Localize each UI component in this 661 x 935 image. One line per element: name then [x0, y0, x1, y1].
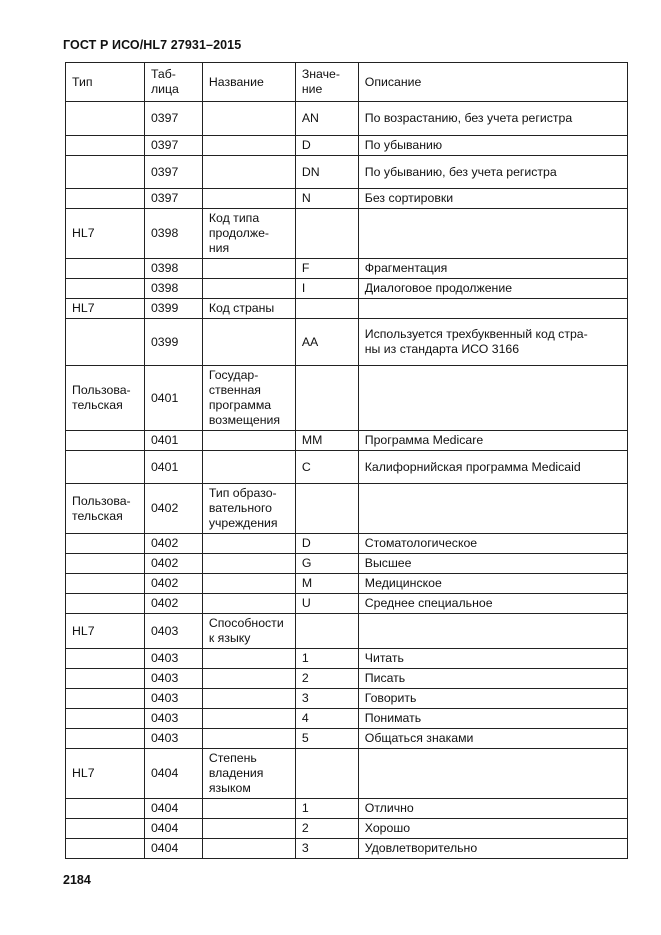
- cell-name: [202, 689, 295, 709]
- table-header-row: [66, 63, 628, 102]
- cell-table: 0399: [144, 319, 202, 366]
- table-row: [66, 554, 628, 574]
- cell-description: Читать: [358, 649, 627, 669]
- cell-table: 0404: [144, 799, 202, 819]
- cell-table: 0403: [144, 649, 202, 669]
- cell-name: [202, 649, 295, 669]
- cell-name: [202, 669, 295, 689]
- cell-table: 0404: [144, 839, 202, 859]
- cell-value: 3: [295, 689, 358, 709]
- cell-table: 0397: [144, 189, 202, 209]
- cell-name: [202, 279, 295, 299]
- cell-description: По убыванию: [358, 136, 627, 156]
- cell-value: M: [295, 574, 358, 594]
- cell-type: [66, 574, 145, 594]
- cell-name: [202, 156, 295, 189]
- cell-type: [66, 259, 145, 279]
- cell-name: [202, 102, 295, 136]
- cell-name: [202, 189, 295, 209]
- cell-name: [202, 819, 295, 839]
- cell-value: U: [295, 594, 358, 614]
- cell-name: [202, 574, 295, 594]
- cell-value: G: [295, 554, 358, 574]
- cell-value: [295, 299, 358, 319]
- cell-description: [358, 209, 627, 259]
- cell-description: Среднее специальное: [358, 594, 627, 614]
- cell-name: [202, 431, 295, 451]
- table-row: [66, 102, 628, 136]
- cell-description: По возрастанию, без учета регистра: [358, 102, 627, 136]
- cell-description: Понимать: [358, 709, 627, 729]
- cell-description: Калифорнийская программа Medicaid: [358, 451, 627, 484]
- cell-table: 0402: [144, 594, 202, 614]
- cell-type: [66, 451, 145, 484]
- cell-name: [202, 534, 295, 554]
- table-row: [66, 649, 628, 669]
- cell-value: 1: [295, 649, 358, 669]
- cell-type: Пользова- тельская: [66, 366, 145, 431]
- cell-name: Код страны: [202, 299, 295, 319]
- cell-description: [358, 484, 627, 534]
- cell-description: Хорошо: [358, 819, 627, 839]
- cell-name: [202, 729, 295, 749]
- table-row: [66, 259, 628, 279]
- table-row: [66, 534, 628, 554]
- cell-description: Медицинское: [358, 574, 627, 594]
- table-row: [66, 749, 628, 799]
- cell-table: 0397: [144, 136, 202, 156]
- table-row: [66, 279, 628, 299]
- cell-value: C: [295, 451, 358, 484]
- cell-name: [202, 259, 295, 279]
- cell-value: F: [295, 259, 358, 279]
- cell-value: [295, 366, 358, 431]
- column-header-type: Тип: [66, 63, 145, 102]
- cell-type: [66, 839, 145, 859]
- cell-value: 2: [295, 669, 358, 689]
- cell-type: [66, 594, 145, 614]
- cell-value: 3: [295, 839, 358, 859]
- document-header: ГОСТ Р ИСО/HL7 27931–2015: [63, 38, 242, 52]
- cell-value: I: [295, 279, 358, 299]
- cell-description: Удовлетворительно: [358, 839, 627, 859]
- cell-table: 0397: [144, 102, 202, 136]
- cell-type: [66, 431, 145, 451]
- cell-type: [66, 102, 145, 136]
- cell-table: 0398: [144, 209, 202, 259]
- table-row: [66, 189, 628, 209]
- table-row: [66, 209, 628, 259]
- cell-type: [66, 709, 145, 729]
- cell-table: 0401: [144, 451, 202, 484]
- column-header-table: Таб- лица: [144, 63, 202, 102]
- table-row: [66, 614, 628, 649]
- cell-description: Общаться знаками: [358, 729, 627, 749]
- table-row: [66, 594, 628, 614]
- cell-table: 0397: [144, 156, 202, 189]
- table-row: [66, 136, 628, 156]
- cell-type: [66, 136, 145, 156]
- cell-name: [202, 839, 295, 859]
- cell-value: AN: [295, 102, 358, 136]
- cell-value: MM: [295, 431, 358, 451]
- cell-type: HL7: [66, 614, 145, 649]
- cell-type: [66, 189, 145, 209]
- cell-description: [358, 749, 627, 799]
- cell-name: Способности к языку: [202, 614, 295, 649]
- cell-name: Код типа продолже- ния: [202, 209, 295, 259]
- cell-name: [202, 709, 295, 729]
- table-row: [66, 451, 628, 484]
- cell-name: [202, 594, 295, 614]
- column-header-description: Описание: [358, 63, 627, 102]
- cell-description: Стоматологическое: [358, 534, 627, 554]
- cell-value: 1: [295, 799, 358, 819]
- cell-value: [295, 749, 358, 799]
- cell-description: Без сортировки: [358, 189, 627, 209]
- table-row: [66, 689, 628, 709]
- cell-name: Степень владения языком: [202, 749, 295, 799]
- cell-name: [202, 799, 295, 819]
- cell-value: D: [295, 534, 358, 554]
- table-row: [66, 299, 628, 319]
- cell-description: По убыванию, без учета регистра: [358, 156, 627, 189]
- cell-value: AA: [295, 319, 358, 366]
- cell-description: Программа Medicare: [358, 431, 627, 451]
- cell-name: [202, 451, 295, 484]
- cell-description: [358, 299, 627, 319]
- cell-type: [66, 729, 145, 749]
- cell-table: 0402: [144, 554, 202, 574]
- table-row: [66, 729, 628, 749]
- cell-type: [66, 319, 145, 366]
- table-row: [66, 366, 628, 431]
- cell-type: [66, 534, 145, 554]
- cell-value: N: [295, 189, 358, 209]
- cell-table: 0404: [144, 819, 202, 839]
- column-header-name: Название: [202, 63, 295, 102]
- cell-table: 0403: [144, 689, 202, 709]
- cell-value: 5: [295, 729, 358, 749]
- cell-table: 0401: [144, 431, 202, 451]
- table-row: [66, 669, 628, 689]
- cell-table: 0403: [144, 729, 202, 749]
- cell-table: 0403: [144, 709, 202, 729]
- cell-table: 0402: [144, 484, 202, 534]
- cell-value: [295, 209, 358, 259]
- cell-type: [66, 689, 145, 709]
- page-number: 2184: [63, 873, 91, 887]
- cell-description: Используется трехбуквенный код стра- ны из стандарта ИСО 3166: [358, 319, 627, 366]
- cell-table: 0402: [144, 534, 202, 554]
- cell-description: Писать: [358, 669, 627, 689]
- cell-value: [295, 614, 358, 649]
- cell-type: [66, 669, 145, 689]
- cell-type: [66, 279, 145, 299]
- cell-value: 4: [295, 709, 358, 729]
- cell-name: Государ- ственная программа возмещения: [202, 366, 295, 431]
- cell-table: 0398: [144, 279, 202, 299]
- cell-type: HL7: [66, 209, 145, 259]
- cell-name: Тип образо- вательного учреждения: [202, 484, 295, 534]
- cell-value: [295, 484, 358, 534]
- cell-table: 0398: [144, 259, 202, 279]
- cell-type: HL7: [66, 749, 145, 799]
- cell-table: 0401: [144, 366, 202, 431]
- table-row: [66, 709, 628, 729]
- cell-description: [358, 366, 627, 431]
- cell-type: Пользова- тельская: [66, 484, 145, 534]
- cell-name: [202, 319, 295, 366]
- cell-name: [202, 554, 295, 574]
- table-row: [66, 484, 628, 534]
- cell-type: [66, 554, 145, 574]
- cell-description: Фрагментация: [358, 259, 627, 279]
- cell-table: 0403: [144, 669, 202, 689]
- code-table: [65, 62, 628, 859]
- cell-value: DN: [295, 156, 358, 189]
- cell-type: [66, 819, 145, 839]
- table-row: [66, 574, 628, 594]
- table-row: [66, 819, 628, 839]
- table-row: [66, 319, 628, 366]
- cell-value: 2: [295, 819, 358, 839]
- table-row: [66, 156, 628, 189]
- cell-name: [202, 136, 295, 156]
- cell-description: Отлично: [358, 799, 627, 819]
- table-row: [66, 431, 628, 451]
- table-row: [66, 799, 628, 819]
- cell-type: [66, 156, 145, 189]
- column-header-value: Значе- ние: [295, 63, 358, 102]
- table-row: [66, 839, 628, 859]
- cell-description: Говорить: [358, 689, 627, 709]
- cell-description: [358, 614, 627, 649]
- cell-table: 0399: [144, 299, 202, 319]
- cell-description: Высшее: [358, 554, 627, 574]
- cell-table: 0403: [144, 614, 202, 649]
- cell-type: [66, 799, 145, 819]
- cell-description: Диалоговое продолжение: [358, 279, 627, 299]
- cell-type: [66, 649, 145, 669]
- cell-value: D: [295, 136, 358, 156]
- cell-type: HL7: [66, 299, 145, 319]
- cell-table: 0404: [144, 749, 202, 799]
- cell-table: 0402: [144, 574, 202, 594]
